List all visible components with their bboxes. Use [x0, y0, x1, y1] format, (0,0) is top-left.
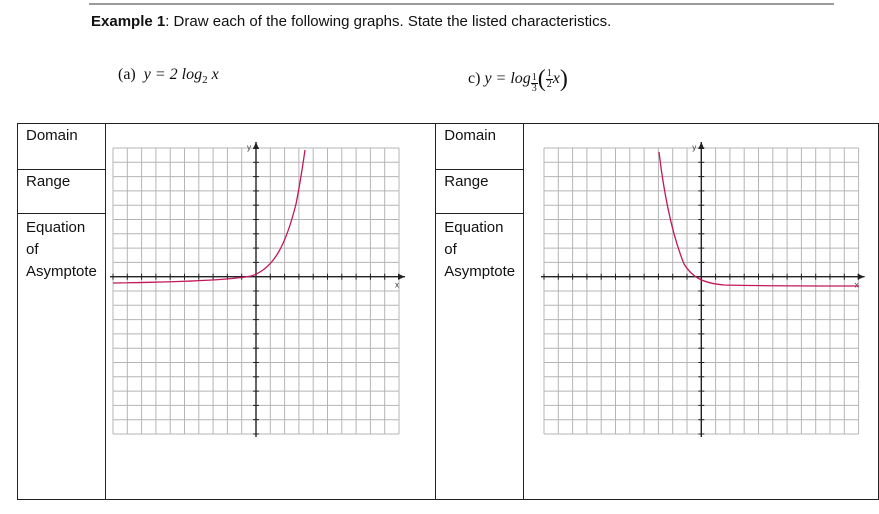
formula-c-arg-fraction: $\frac{1}{2}$ — [546, 68, 552, 90]
example-label: Example 1 — [91, 13, 166, 30]
left-range-cell — [18, 169, 106, 214]
right-domain-cell — [436, 124, 524, 170]
formula-c-expression: y = log — [484, 70, 531, 88]
graph-c — [524, 124, 859, 494]
right-asymptote-line-3: Asymptote — [444, 263, 516, 281]
formula-a-argument: x — [211, 66, 219, 83]
formula-a — [118, 66, 219, 86]
left-asymptote-line-2: of — [26, 241, 39, 259]
y-axis-arrow — [698, 142, 704, 149]
characteristics-table — [17, 123, 879, 500]
page-heading — [91, 13, 611, 30]
formula-a-base: 2 — [202, 74, 208, 87]
left-asymptote-cell — [18, 214, 106, 500]
top-rule — [89, 3, 834, 5]
instruction-text: : Draw each of the following graphs. State the listed characteristics. — [165, 13, 612, 30]
formula-c-argument: x — [552, 70, 560, 88]
formula-c-base-fraction: $\frac{1}{3}$ — [531, 72, 537, 95]
y-axis-label: y — [692, 143, 697, 152]
left-asymptote-line-1: Equation — [26, 219, 86, 237]
right-asymptote-line-2: of — [444, 241, 457, 259]
right-asymptote-line-1: Equation — [444, 219, 504, 237]
left-range-label: Range — [26, 172, 71, 190]
right-range-cell — [436, 169, 524, 214]
left-domain-label: Domain — [26, 127, 78, 144]
graph-a-cell — [105, 124, 435, 500]
left-asymptote-line-3: Asymptote — [26, 263, 97, 281]
right-domain-label: Domain — [444, 127, 496, 144]
formula-c: c) y = log $\frac{1}{3}$ ( $\frac{1}{2}$ x) — [468, 66, 568, 95]
right-asymptote-cell — [436, 214, 524, 500]
graph-a — [106, 124, 402, 494]
formula-c-label: c) — [468, 70, 481, 88]
left-domain-cell — [18, 124, 106, 170]
y-axis-arrow — [253, 142, 259, 149]
graph-c-cell — [524, 124, 879, 500]
x-axis-arrow — [398, 274, 405, 280]
y-axis-label: y — [246, 143, 251, 152]
formula-a-label: (a) — [118, 66, 136, 83]
x-axis-arrow — [858, 274, 865, 280]
formula-a-expression: y = 2 log — [143, 66, 203, 83]
x-axis-label: x — [854, 280, 859, 290]
x-axis-label: x — [394, 280, 399, 290]
right-range-label: Range — [444, 172, 489, 190]
